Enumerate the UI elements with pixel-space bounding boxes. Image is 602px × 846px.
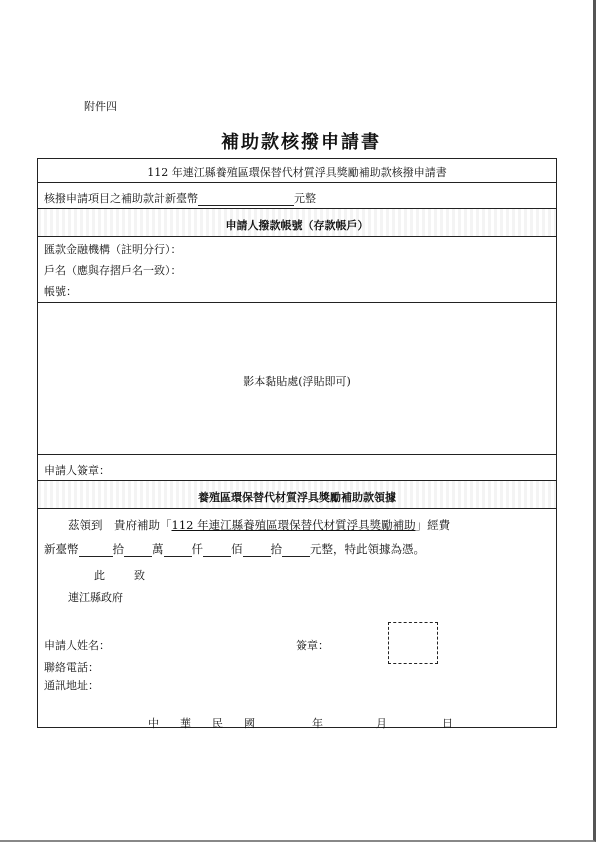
date-char-3: 民 bbox=[212, 717, 223, 730]
receipt-title-row bbox=[38, 481, 556, 509]
amount-line bbox=[44, 190, 316, 206]
receipt-line1-suffix: 」經費 bbox=[415, 518, 451, 532]
amount-blank-2[interactable] bbox=[124, 556, 152, 557]
form-heading-row bbox=[38, 159, 556, 183]
applicant-sign-label: 申請人簽章： bbox=[44, 464, 110, 477]
amount-suffix: 元整 bbox=[294, 192, 316, 205]
account-holder-label: 戶名（應與存摺戶名一致）： bbox=[44, 264, 182, 277]
unit-bai: 佰 bbox=[231, 542, 243, 556]
amount-blank[interactable] bbox=[198, 205, 294, 206]
receipt-body bbox=[38, 509, 556, 730]
attachment-label: 附件四 bbox=[84, 100, 117, 113]
date-year: 年 bbox=[312, 717, 323, 730]
applicant-sign-row bbox=[38, 455, 556, 481]
account-number-label: 帳號： bbox=[44, 285, 77, 298]
amount-blank-5[interactable] bbox=[243, 556, 271, 557]
address-to-2: 致 bbox=[134, 569, 145, 582]
date-char-4: 國 bbox=[244, 717, 255, 730]
unit-shi-1: 拾 bbox=[112, 542, 124, 556]
amount-prefix: 核撥申請項目之補助款計新臺幣 bbox=[44, 192, 198, 205]
amount-blank-4[interactable] bbox=[203, 556, 231, 557]
seal-box[interactable] bbox=[388, 622, 438, 664]
date-day: 日 bbox=[442, 717, 453, 730]
paste-area-label: 影本黏貼處(浮貼即可) bbox=[243, 375, 351, 388]
receipt-line2-suffix: 元整，特此領據為憑。 bbox=[310, 542, 425, 556]
amount-blank-1[interactable] bbox=[79, 556, 113, 557]
receipt-line-2 bbox=[44, 541, 425, 557]
date-char-1: 中 bbox=[148, 717, 159, 730]
bank-label: 匯款金融機構（註明分行）： bbox=[44, 243, 182, 256]
receipt-line1-prefix: 茲領到 貴府補助「 bbox=[68, 518, 172, 532]
receipt-line-1 bbox=[68, 517, 450, 533]
account-info-row bbox=[38, 237, 556, 303]
receipt-section-title: 養殖區環保替代材質浮具獎勵補助款領據 bbox=[198, 491, 396, 504]
address-label: 通訊地址： bbox=[44, 679, 99, 692]
unit-wan: 萬 bbox=[152, 542, 164, 556]
unit-qian: 仟 bbox=[191, 542, 203, 556]
date-month: 月 bbox=[376, 717, 387, 730]
amount-blank-6[interactable] bbox=[282, 556, 310, 557]
amount-row bbox=[38, 183, 556, 209]
seal-label: 簽章： bbox=[296, 639, 329, 652]
phone-label: 聯絡電話： bbox=[44, 661, 99, 674]
amount-currency: 新臺幣 bbox=[44, 542, 79, 556]
application-form bbox=[37, 158, 557, 728]
date-char-2: 華 bbox=[180, 717, 191, 730]
address-to-1: 此 bbox=[94, 569, 105, 582]
document-title: 補助款核撥申請書 bbox=[221, 132, 381, 153]
form-heading: 112 年連江縣養殖區環保替代材質浮具獎勵補助款核撥申請書 bbox=[147, 166, 447, 179]
applicant-name-label: 申請人姓名： bbox=[44, 639, 110, 652]
receipt-project-name: 112 年連江縣養殖區環保替代材質浮具獎勵補助 bbox=[171, 518, 416, 532]
account-section-title: 申請人撥款帳號（存款帳戶） bbox=[225, 219, 369, 232]
paste-area bbox=[38, 303, 556, 455]
government-name: 連江縣政府 bbox=[68, 591, 123, 604]
unit-shi-2: 拾 bbox=[270, 542, 282, 556]
amount-blank-3[interactable] bbox=[164, 556, 192, 557]
account-title-row bbox=[38, 209, 556, 237]
